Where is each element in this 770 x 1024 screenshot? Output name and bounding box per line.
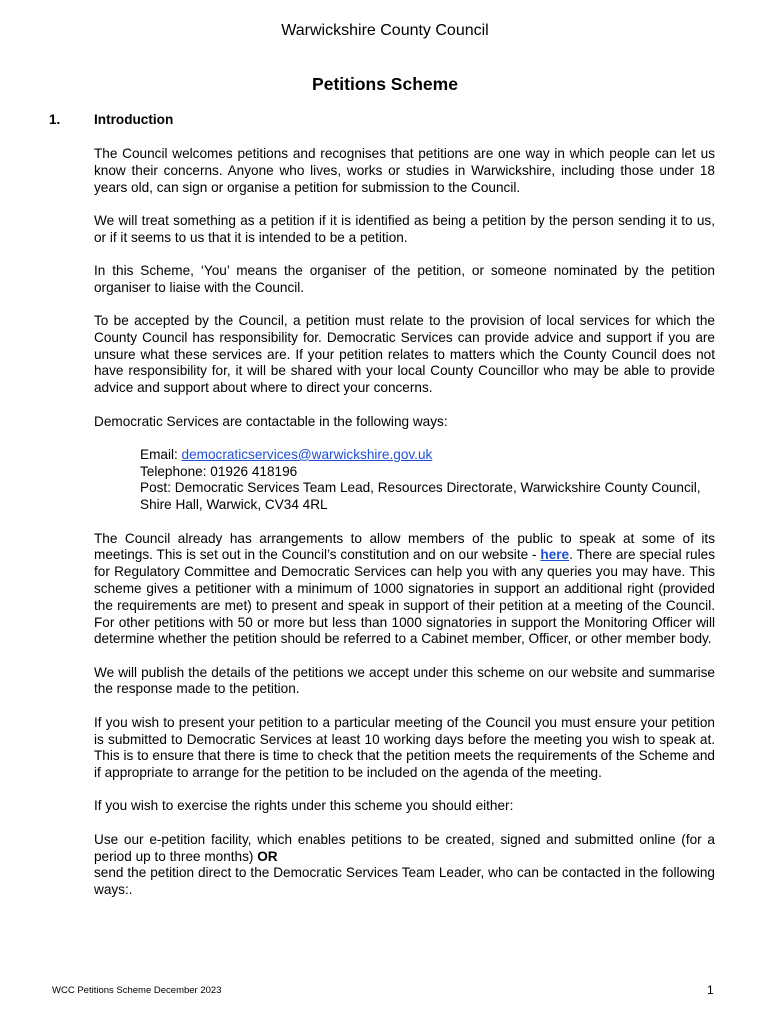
paragraph-arrangements bbox=[94, 531, 715, 649]
arrangements-text-end: . There are special rules for Regulatory Committee and Democratic Services can help you with any queries you may have. This scheme gives a petitioner with a minimum of 1000 signatories in support an additional right (provided the requirements are met) to present and speak in support of their petition at a meeting of the Council. For other petitions with 50 or more but less than 1000 signatories in support the Monitoring Officer will determine whether the petition should be referred to a Cabinet member, Officer, or other member body. bbox=[94, 547, 715, 647]
page-number: 1 bbox=[707, 983, 714, 997]
paragraph-publish: We will publish the details of the petitions we accept under this scheme on our website and summarise the response made to the petition. bbox=[94, 664, 715, 697]
paragraph-you-meaning: In this Scheme, ‘You’ means the organiser of the petition, or someone nominated by the petition organiser to liaise with the Council. bbox=[94, 262, 715, 295]
paragraph-definition: We will treat something as a petition if it is identified as being a petition by the person sending it to us, or if it seems to us that it is intended to be a petition. bbox=[94, 212, 715, 245]
e-petition-text: Use our e-petition facility, which enables petitions to be created, signed and submitted online (for a period up to three months) bbox=[94, 831, 715, 864]
document-body bbox=[94, 146, 715, 915]
paragraph-send-direct: send the petition direct to the Democratic Services Team Leader, who can be contacted in the following ways:. bbox=[94, 865, 715, 898]
arrangements-text-start: The Council already has arrangements to allow members of the public to speak at some of its meetings. This is set out in the Council’s constitution and on our website - bbox=[94, 530, 715, 563]
paragraph-contactable: Democratic Services are contactable in the following ways: bbox=[94, 413, 448, 429]
paragraph-acceptance: To be accepted by the Council, a petition must relate to the provision of local services for which the County Council has responsibility for. Democratic Services can provide advice and support if you are unsure what these services are. If your petition relates to matters which the County Council does not have responsibility for, it will be shared with your local County Councillor who may be able to provide advice and support about where to direct your concerns. bbox=[94, 313, 715, 396]
email-link[interactable]: democraticservices@warwickshire.gov.uk bbox=[181, 446, 433, 462]
contact-telephone: Telephone: 01926 418196 bbox=[140, 463, 298, 479]
page-title: Petitions Scheme bbox=[312, 74, 458, 94]
website-here-link[interactable]: here bbox=[540, 547, 570, 563]
contact-block bbox=[140, 447, 715, 514]
email-label: Email: bbox=[140, 446, 182, 462]
or-keyword: OR bbox=[257, 848, 278, 864]
paragraph-welcome: The Council welcomes petitions and recognises that petitions are one way in which people can let us know their concerns. Anyone who lives, works or studies in Warwickshire, including those under 18 years old, can sign or organise a petition for submission to the Council. bbox=[94, 146, 715, 195]
footer-document-label: WCC Petitions Scheme December 2023 bbox=[52, 985, 222, 996]
paragraph-present: If you wish to present your petition to a particular meeting of the Council you must ensure your petition is submitted to Democratic Services at least 10 working days before the meeting you wish to speak at. This is to ensure that there is time to check that the petition meets the requirements of the Scheme and if appropriate to arrange for the petition to be included on the agenda of the meeting. bbox=[94, 714, 715, 781]
contact-email-line bbox=[140, 447, 715, 464]
paragraph-exercise-rights: If you wish to exercise the rights under this scheme you should either: bbox=[94, 798, 514, 814]
page-header: Warwickshire County Council bbox=[281, 22, 489, 39]
section-number: 1. bbox=[49, 112, 61, 127]
paragraph-e-petition bbox=[94, 832, 715, 866]
contact-post: Post: Democratic Services Team Lead, Resources Directorate, Warwickshire County Council, Shire Hall, Warwick, CV34 4RL bbox=[140, 480, 701, 513]
section-heading: Introduction bbox=[94, 112, 174, 127]
